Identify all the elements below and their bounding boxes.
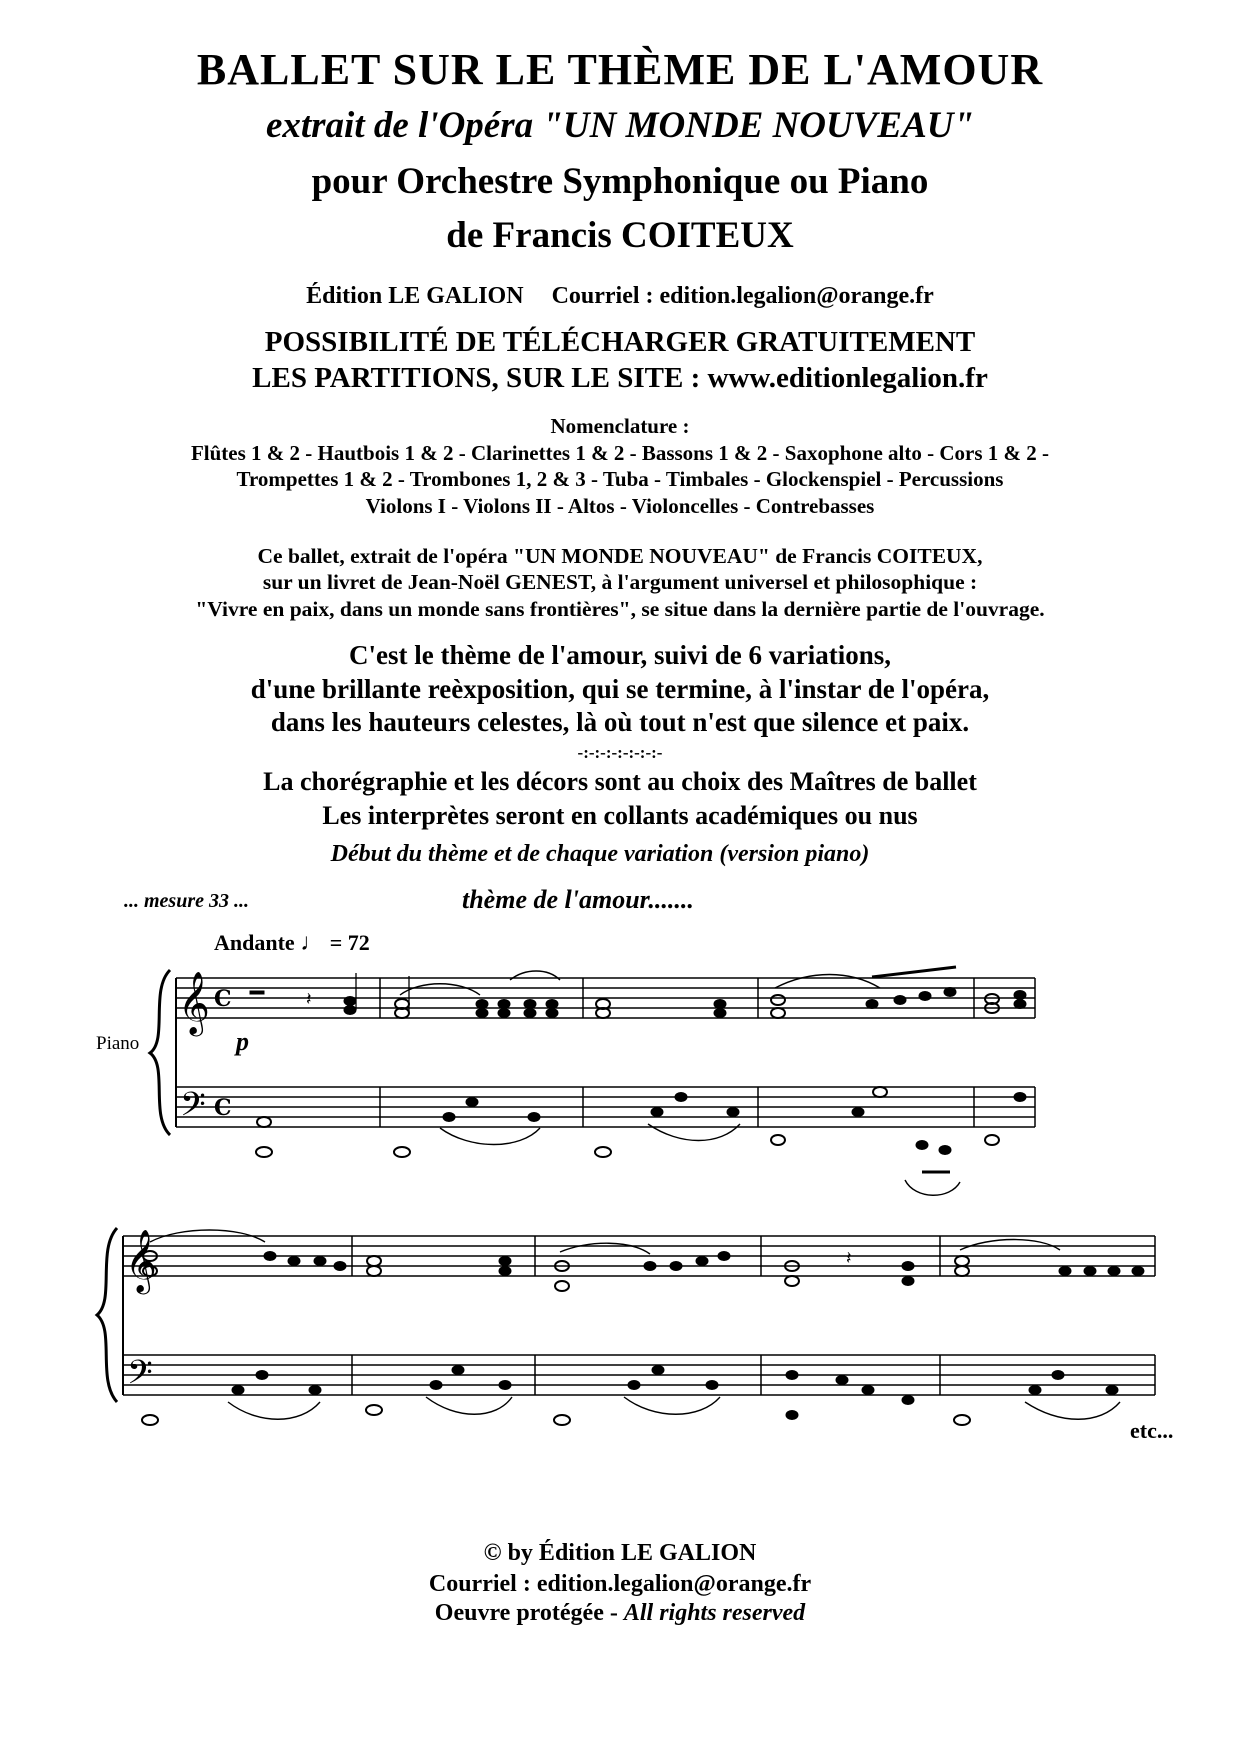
composer-line: de Francis COITEUX <box>446 215 794 256</box>
main-title: BALLET SUR LE THÈME DE L'AMOUR <box>196 45 1044 94</box>
quarter-rest-icon: 𝄽 <box>846 1248 852 1268</box>
description-line: C'est le thème de l'amour, suivi de 6 variations, <box>349 640 891 670</box>
section-label: thème de l'amour....... <box>462 885 694 914</box>
half-rest-icon <box>250 991 264 994</box>
publisher-email: Courriel : edition.legalion@orange.fr <box>551 283 934 309</box>
download-notice-line-2: LES PARTITIONS, SUR LE SITE : www.editionlegalion.fr <box>252 362 988 394</box>
brace-icon <box>150 970 170 1135</box>
bar-lines-2 <box>352 1236 1155 1395</box>
publisher-name: Édition LE GALION <box>306 283 524 309</box>
quarter-note-icon: ♩ <box>300 930 325 956</box>
subtitle: extrait de l'Opéra "UN MONDE NOUVEAU" <box>265 105 975 146</box>
metronome-value: = 72 <box>329 930 370 955</box>
bass-clef-icon: 𝄢 <box>180 1086 206 1132</box>
protected-text: Oeuvre protégée - <box>434 1600 624 1626</box>
description-line: dans les hauteurs celestes, là où tout n'est que silence et paix. <box>270 707 970 737</box>
copyright-line: © by Édition LE GALION <box>483 1540 757 1566</box>
presentation-line: "Vivre en paix, dans un monde sans frontières", se situe dans la dernière partie de l'ouvrage. <box>195 597 1045 621</box>
bass-staff-2 <box>123 1355 1155 1395</box>
tempo-text: Andante <box>214 930 295 955</box>
measure-label: ... mesure 33 ... <box>124 890 249 912</box>
time-signature: C <box>214 1095 232 1121</box>
grand-staff-system-1 <box>150 970 1035 1135</box>
brace-icon <box>97 1228 117 1402</box>
treble-staff-2 <box>123 1236 1155 1276</box>
bass-clef-icon: 𝄢 <box>127 1354 153 1400</box>
quarter-rest-icon: 𝄽 <box>306 989 312 1009</box>
instrument-label: Piano <box>96 1033 140 1054</box>
choreography-line: Les interprètes seront en collants académiques ou nus <box>322 801 918 830</box>
nomenclature-line: Trompettes 1 & 2 - Trombones 1, 2 & 3 - Tuba - Timbales - Glockenspiel - Percussions <box>236 467 1004 491</box>
notation-system-1 <box>250 967 1026 1195</box>
nomenclature-line: Flûtes 1 & 2 - Hautbois 1 & 2 - Clarinettes 1 & 2 - Bassons 1 & 2 - Saxophone alto - Cors 1 & 2 - <box>190 441 1050 465</box>
rights-line <box>0 1600 1240 1627</box>
presentation-line: Ce ballet, extrait de l'opéra "UN MONDE NOUVEAU" de Francis COITEUX, <box>257 544 983 568</box>
ending-label: etc... <box>1130 1418 1174 1443</box>
treble-clef-icon: 𝄞 <box>125 1229 157 1292</box>
bass-staff-1 <box>176 1087 1035 1127</box>
treble-staff-1 <box>176 978 1035 1018</box>
download-notice-line-1: POSSIBILITÉ DE TÉLÉCHARGER GRATUITEMENT <box>264 326 976 358</box>
dynamic-marking: p <box>236 1027 249 1056</box>
score-caption: Début du thème et de chaque variation (version piano) <box>330 841 870 867</box>
footer-email: Courriel : edition.legalion@orange.fr <box>428 1571 812 1597</box>
nomenclature-line: Violons I - Violons II - Altos - Violoncelles - Contrebasses <box>365 494 875 518</box>
scoring-line: pour Orchestre Symphonique ou Piano <box>311 161 929 202</box>
choreography-line: La chorégraphie et les décors sont au choix des Maîtres de ballet <box>263 767 977 796</box>
time-signature: C <box>214 986 232 1012</box>
separator: -:-:-:-:-:-:-:- <box>577 743 663 762</box>
presentation-line: sur un livret de Jean-Noël GENEST, à l'argument universel et philosophique : <box>262 570 978 594</box>
treble-clef-icon: 𝄞 <box>178 971 210 1034</box>
description-line: d'une brillante reèxposition, qui se termine, à l'instar de l'opéra, <box>250 674 990 704</box>
nomenclature-heading: Nomenclature : <box>550 414 690 438</box>
rights-text: All rights reserved <box>623 1600 806 1626</box>
